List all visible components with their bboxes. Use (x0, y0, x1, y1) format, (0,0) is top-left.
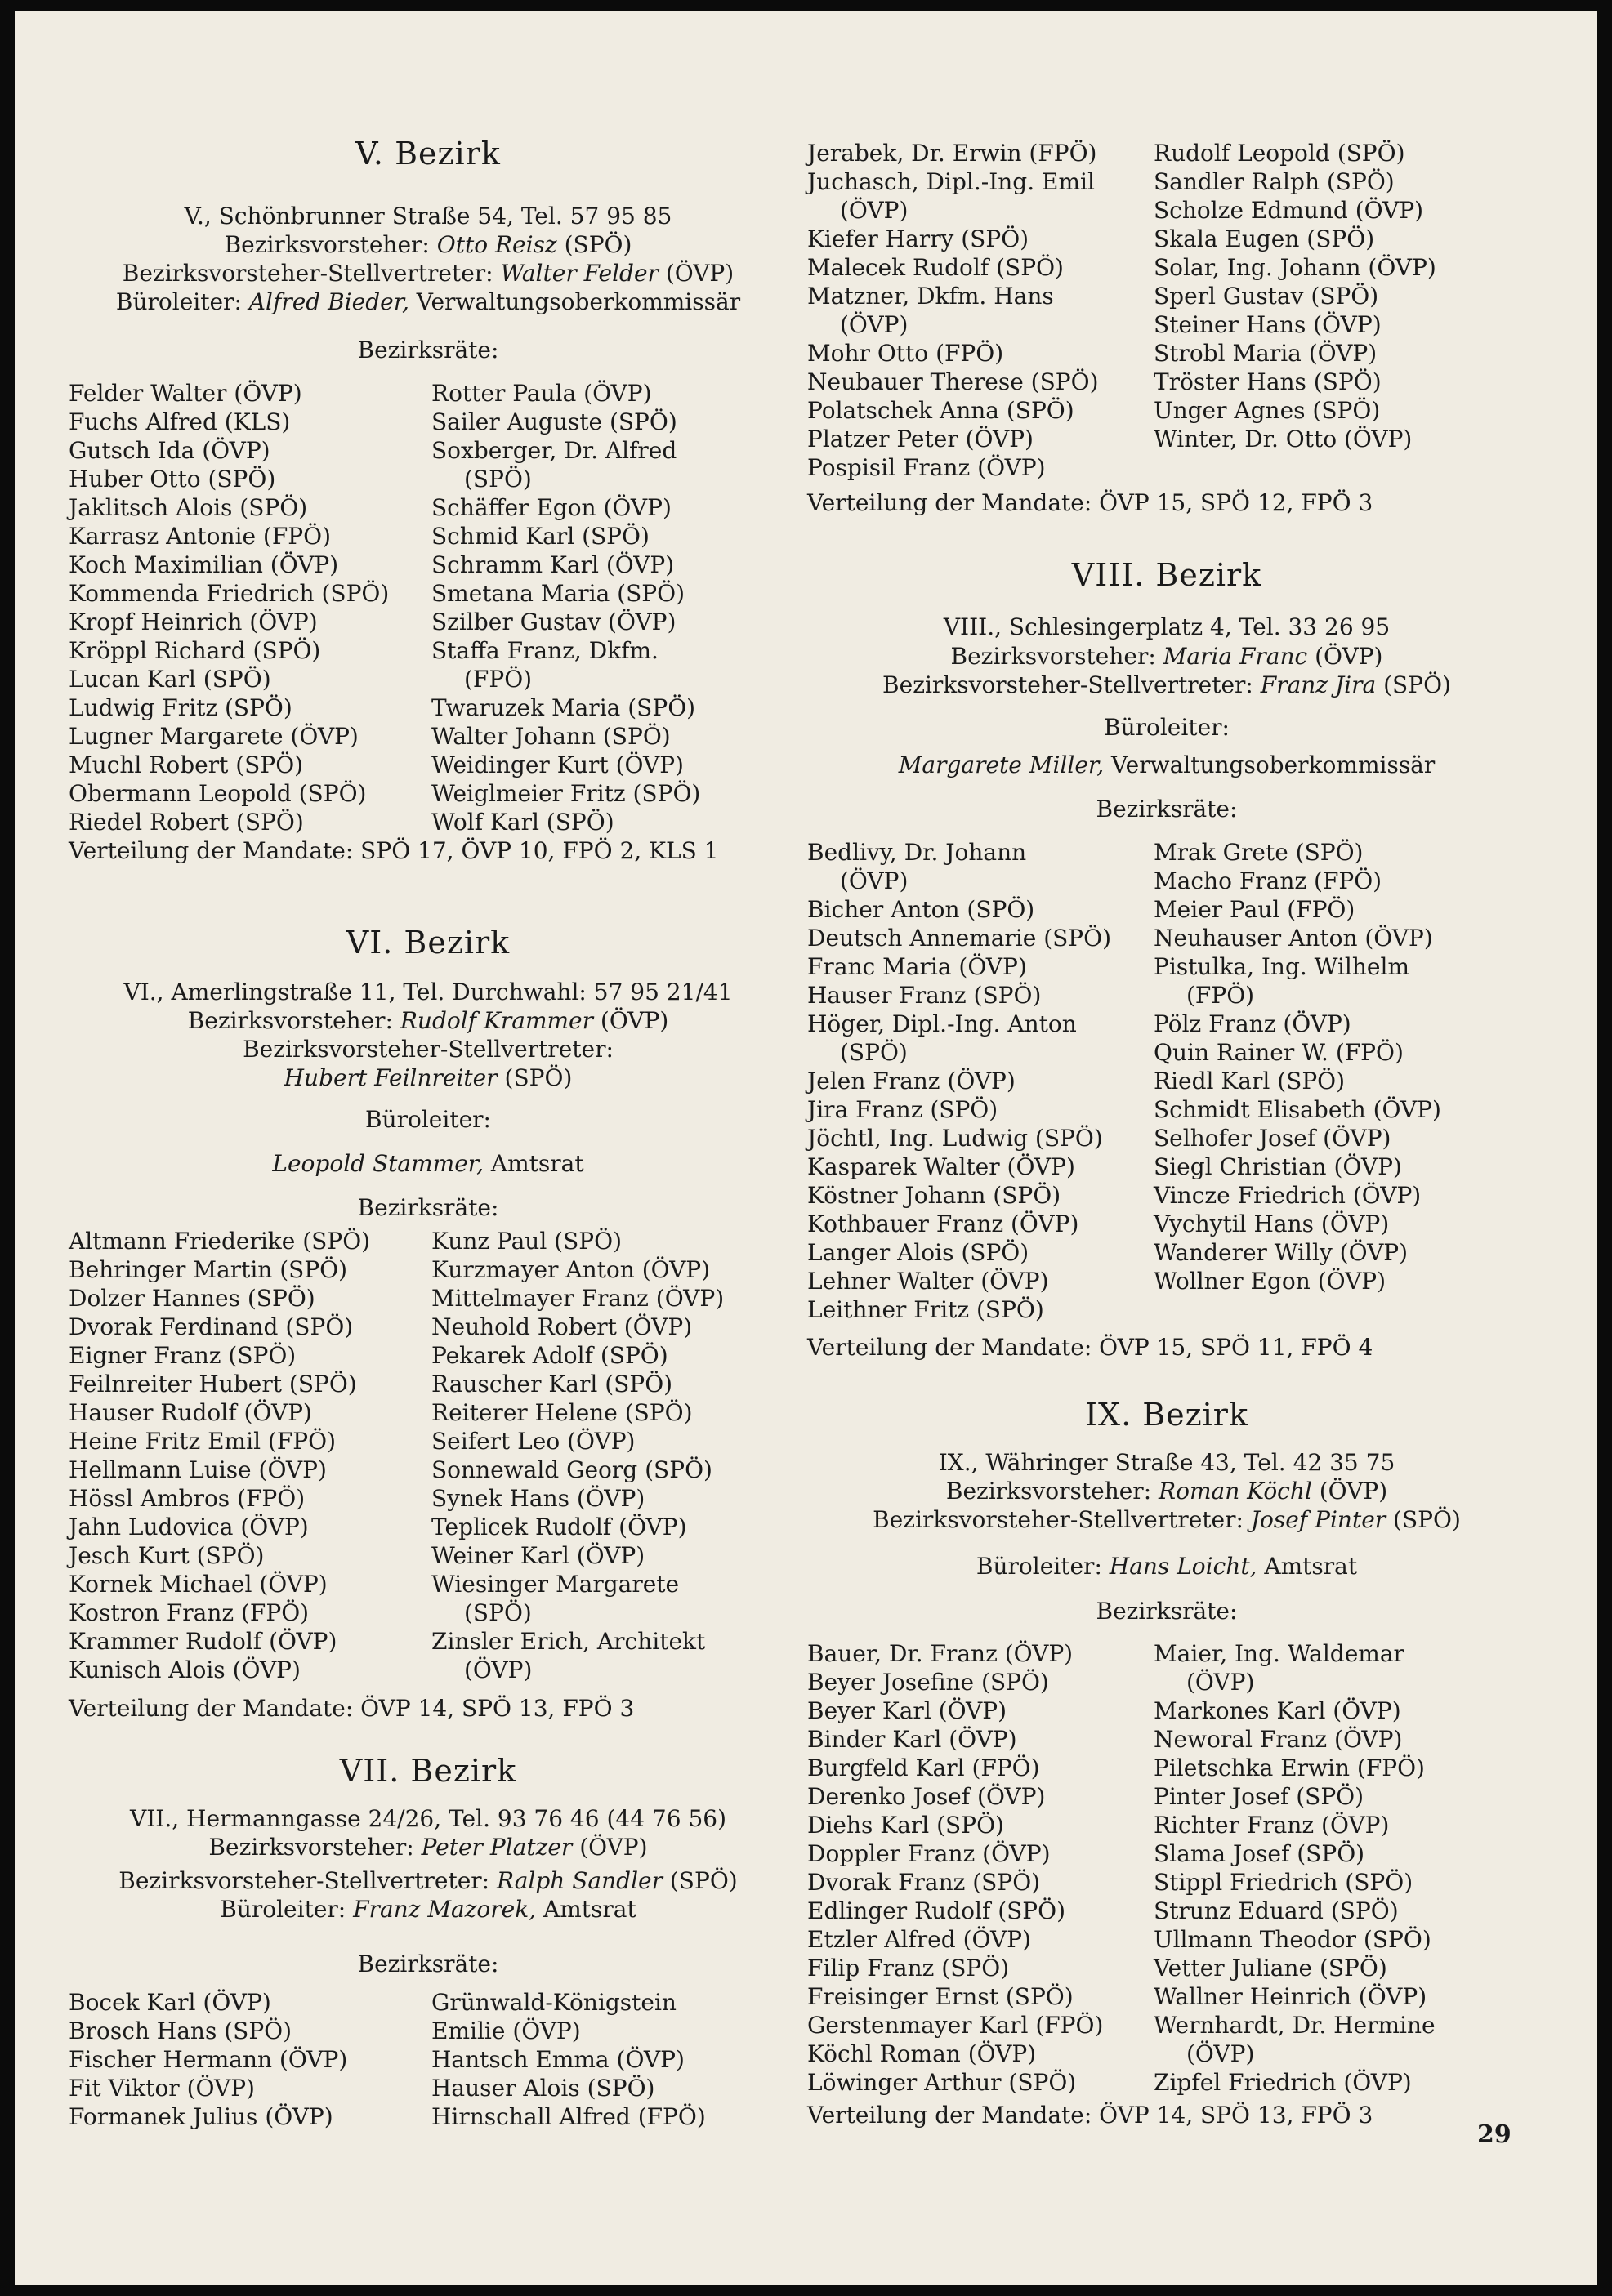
vorsteher-line: Bezirksvorsteher: Rudolf Krammer (ÖVP) (187, 1007, 669, 1034)
councillor-entry: Seifert Leo (ÖVP) (431, 1428, 636, 1455)
councillor-entry: Strunz Eduard (SPÖ) (1154, 1897, 1399, 1924)
councillor-entry: Neuhauser Anton (ÖVP) (1154, 925, 1433, 952)
councillor-entry: Vincze Friedrich (ÖVP) (1154, 1182, 1422, 1209)
address-line: IX., Währinger Straße 43, Tel. 42 35 75 (938, 1449, 1395, 1476)
councillor-entry: Rauscher Karl (SPÖ) (431, 1371, 673, 1398)
councillor-entry: Huber Otto (SPÖ) (69, 466, 276, 493)
bueroleiter-label: Büroleiter: (1104, 714, 1230, 741)
bueroleiter-line: Büroleiter: Franz Mazorek, Amtsrat (220, 1896, 636, 1923)
councillor-entry: Mohr Otto (FPÖ) (807, 340, 1004, 367)
bezirksraete-label: Bezirksräte: (1096, 1598, 1238, 1625)
councillor-entry: (SPÖ) (464, 1599, 532, 1626)
address-line: VIII., Schlesingerplatz 4, Tel. 33 26 95 (943, 613, 1391, 640)
section-heading: V. Bezirk (355, 136, 501, 172)
councillor-entry: Malecek Rudolf (SPÖ) (807, 254, 1064, 281)
councillor-list-left (807, 1639, 1159, 2097)
councillor-entry: Gerstenmayer Karl (FPÖ) (807, 2012, 1104, 2039)
councillor-entry: Weidinger Kurt (ÖVP) (431, 751, 684, 778)
councillor-entry: (FPÖ) (464, 666, 533, 693)
councillor-entry: Jahn Ludovica (ÖVP) (69, 1514, 309, 1540)
councillor-entry: Bocek Karl (ÖVP) (69, 1989, 271, 2016)
councillor-entry: Schmidt Elisabeth (ÖVP) (1154, 1096, 1441, 1123)
councillor-entry: Hellmann Luise (ÖVP) (69, 1456, 327, 1483)
councillor-list-right (431, 1227, 783, 1684)
councillor-entry: Markones Karl (ÖVP) (1154, 1697, 1401, 1724)
councillor-entry: Smetana Maria (SPÖ) (431, 580, 685, 607)
councillor-entry: (SPÖ) (840, 1039, 908, 1066)
councillor-entry: Hirnschall Alfred (FPÖ) (431, 2103, 706, 2130)
mandate-distribution: Verteilung der Mandate: ÖVP 15, SPÖ 12, FPÖ 3 (807, 489, 1373, 516)
councillor-entry: Weiglmeier Fritz (SPÖ) (431, 780, 701, 807)
councillor-entry: Unger Agnes (SPÖ) (1154, 397, 1381, 424)
bezirksraete-label: Bezirksräte: (357, 337, 499, 363)
councillor-entry: Wernhardt, Dr. Hermine (1154, 2012, 1436, 2039)
councillor-entry: Freisinger Ernst (SPÖ) (807, 1983, 1074, 2010)
councillor-entry: Zinsler Erich, Architekt (431, 1628, 706, 1655)
councillor-entry: Fit Viktor (ÖVP) (69, 2075, 255, 2102)
councillor-entry: Fischer Hermann (ÖVP) (69, 2046, 348, 2073)
councillor-entry: Filip Franz (SPÖ) (807, 1955, 1010, 1982)
vorsteher-line: Bezirksvorsteher: Peter Platzer (ÖVP) (208, 1834, 648, 1861)
vorsteher-line: Bezirksvorsteher: Maria Franc (ÖVP) (950, 643, 1383, 670)
councillor-entry: Wiesinger Margarete (431, 1571, 680, 1598)
councillor-list-left (807, 139, 1159, 482)
councillor-entry: Felder Walter (ÖVP) (69, 380, 302, 407)
councillor-entry: Quin Rainer W. (FPÖ) (1154, 1039, 1404, 1066)
councillor-entry: Köstner Johann (SPÖ) (807, 1182, 1061, 1209)
address-line: V., Schönbrunner Straße 54, Tel. 57 95 85 (184, 203, 672, 230)
councillor-entry: Pistulka, Ing. Wilhelm (1154, 953, 1409, 980)
section-heading: VI. Bezirk (346, 925, 511, 961)
councillor-entry: Schäffer Egon (ÖVP) (431, 494, 672, 521)
councillor-list-left (69, 1988, 420, 2131)
councillor-entry: Koch Maximilian (ÖVP) (69, 551, 339, 578)
councillor-entry: Platzer Peter (ÖVP) (807, 426, 1034, 453)
councillor-entry: Bauer, Dr. Franz (ÖVP) (807, 1640, 1074, 1667)
councillor-entry: Winter, Dr. Otto (ÖVP) (1154, 426, 1413, 453)
section-heading: IX. Bezirk (1085, 1397, 1248, 1433)
councillor-entry: Emilie (ÖVP) (431, 2017, 581, 2044)
councillor-entry: Köchl Roman (ÖVP) (807, 2040, 1037, 2067)
councillor-entry: Formanek Julius (ÖVP) (69, 2103, 333, 2130)
stellvertreter-line: Bezirksvorsteher-Stellvertreter: Ralph Sandler (SPÖ) (118, 1867, 738, 1894)
stellvertreter-line: Bezirksvorsteher-Stellvertreter: Josef Pinter (SPÖ) (873, 1506, 1461, 1533)
councillor-entry: Richter Franz (ÖVP) (1154, 1812, 1390, 1839)
councillor-entry: (ÖVP) (464, 1656, 533, 1683)
vorsteher-line: Bezirksvorsteher: Otto Reisz (SPÖ) (224, 231, 632, 258)
page (15, 11, 1597, 2285)
councillor-entry: (ÖVP) (840, 197, 909, 224)
bueroleiter-line: Büroleiter: Alfred Bieder, Verwaltungsoberkommissär (115, 288, 741, 315)
bueroleiter-name-line: Margarete Miller, Verwaltungsoberkommissär (898, 751, 1436, 778)
councillor-entry: Schmid Karl (SPÖ) (431, 523, 650, 550)
councillor-entry: Sperl Gustav (SPÖ) (1154, 283, 1379, 310)
councillor-entry: Sonnewald Georg (SPÖ) (431, 1456, 712, 1483)
councillor-entry: Höger, Dipl.-Ing. Anton (807, 1010, 1077, 1037)
councillor-entry: Juchasch, Dipl.-Ing. Emil (807, 168, 1095, 195)
councillor-entry: Feilnreiter Hubert (SPÖ) (69, 1371, 357, 1398)
councillor-entry: Behringer Martin (SPÖ) (69, 1256, 348, 1283)
councillor-entry: Krammer Rudolf (ÖVP) (69, 1628, 337, 1655)
councillor-entry: Staffa Franz, Dkfm. (431, 637, 659, 664)
councillor-entry: Löwinger Arthur (SPÖ) (807, 2069, 1077, 2096)
councillor-list-right (1154, 838, 1505, 1295)
councillor-entry: Beyer Karl (ÖVP) (807, 1697, 1007, 1724)
councillor-entry: (SPÖ) (464, 466, 532, 493)
councillor-entry: Obermann Leopold (SPÖ) (69, 780, 367, 807)
bezirksraete-label: Bezirksräte: (357, 1950, 499, 1977)
stellvertreter-line: Bezirksvorsteher-Stellvertreter: Walter Felder (ÖVP) (122, 260, 735, 287)
councillor-entry: Neubauer Therese (SPÖ) (807, 368, 1099, 395)
councillor-entry: Muchl Robert (SPÖ) (69, 751, 304, 778)
councillor-entry: Pinter Josef (SPÖ) (1154, 1783, 1364, 1810)
councillor-entry: Matzner, Dkfm. Hans (807, 283, 1054, 310)
stellvertreter-name-line: Hubert Feilnreiter (SPÖ) (284, 1064, 573, 1091)
councillor-entry: Kröppl Richard (SPÖ) (69, 637, 321, 664)
councillor-entry: Edlinger Rudolf (SPÖ) (807, 1897, 1066, 1924)
councillor-entry: Teplicek Rudolf (ÖVP) (431, 1514, 687, 1540)
councillor-entry: Soxberger, Dr. Alfred (431, 437, 677, 464)
councillor-entry: Strobl Maria (ÖVP) (1154, 340, 1378, 367)
councillor-entry: Polatschek Anna (SPÖ) (807, 397, 1074, 424)
councillor-entry: Bicher Anton (SPÖ) (807, 896, 1035, 923)
councillor-entry: Kasparek Walter (ÖVP) (807, 1153, 1075, 1180)
councillor-entry: Lucan Karl (SPÖ) (69, 666, 271, 693)
councillor-entry: Gutsch Ida (ÖVP) (69, 437, 270, 464)
councillor-entry: Solar, Ing. Johann (ÖVP) (1154, 254, 1436, 281)
mandate-distribution: Verteilung der Mandate: ÖVP 15, SPÖ 11, FPÖ 4 (807, 1334, 1373, 1361)
councillor-entry: Kothbauer Franz (ÖVP) (807, 1210, 1079, 1237)
councillor-entry: Maier, Ing. Waldemar (1154, 1640, 1404, 1667)
councillor-entry: Grünwald-Königstein (431, 1989, 677, 2016)
councillor-entry: Kropf Heinrich (ÖVP) (69, 609, 318, 635)
councillor-entry: Wolf Karl (SPÖ) (431, 809, 614, 836)
councillor-entry: Jerabek, Dr. Erwin (FPÖ) (807, 140, 1097, 167)
bueroleiter-line: Büroleiter: Hans Loicht, Amtsrat (976, 1553, 1358, 1580)
councillor-list-right (431, 379, 783, 836)
councillor-entry: Steiner Hans (ÖVP) (1154, 311, 1382, 338)
bueroleiter-name-line: Leopold Stammer, Amtsrat (272, 1150, 584, 1177)
councillor-entry: Jelen Franz (ÖVP) (807, 1068, 1016, 1095)
councillor-entry: Mittelmayer Franz (ÖVP) (431, 1285, 725, 1312)
page-number: 29 (1477, 2120, 1512, 2149)
councillor-entry: (ÖVP) (1186, 2040, 1255, 2067)
mandate-distribution: Verteilung der Mandate: ÖVP 14, SPÖ 13, FPÖ 3 (807, 2102, 1373, 2129)
councillor-list-left (69, 1227, 420, 1684)
councillor-entry: (ÖVP) (840, 311, 909, 338)
councillor-entry: Neuhold Robert (ÖVP) (431, 1313, 693, 1340)
councillor-entry: Burgfeld Karl (FPÖ) (807, 1754, 1040, 1781)
councillor-entry: Slama Josef (SPÖ) (1154, 1840, 1365, 1867)
councillor-entry: Dolzer Hannes (SPÖ) (69, 1285, 315, 1312)
councillor-entry: Lugner Margarete (ÖVP) (69, 723, 359, 750)
councillor-entry: Szilber Gustav (ÖVP) (431, 609, 677, 635)
councillor-entry: Schramm Karl (ÖVP) (431, 551, 675, 578)
councillor-entry: Kunisch Alois (ÖVP) (69, 1656, 301, 1683)
bezirksraete-label: Bezirksräte: (1096, 796, 1238, 823)
councillor-entry: Pekarek Adolf (SPÖ) (431, 1342, 668, 1369)
councillor-entry: Pospisil Franz (ÖVP) (807, 454, 1046, 481)
councillor-entry: Rudolf Leopold (SPÖ) (1154, 140, 1405, 167)
councillor-list-right (431, 1988, 783, 2131)
address-line: VII., Hermanngasse 24/26, Tel. 93 76 46 (44 76 56) (130, 1805, 726, 1832)
councillor-entry: Jöchtl, Ing. Ludwig (SPÖ) (807, 1125, 1103, 1152)
councillor-entry: Langer Alois (SPÖ) (807, 1239, 1029, 1266)
councillor-entry: Tröster Hans (SPÖ) (1154, 368, 1382, 395)
councillor-entry: Jira Franz (SPÖ) (807, 1096, 998, 1123)
councillor-list-right (1154, 1639, 1505, 2097)
councillor-entry: Meier Paul (FPÖ) (1154, 896, 1355, 923)
councillor-entry: Pölz Franz (ÖVP) (1154, 1010, 1351, 1037)
councillor-entry: Synek Hans (ÖVP) (431, 1485, 645, 1512)
section-heading: VIII. Bezirk (1071, 557, 1262, 593)
councillor-entry: Kunz Paul (SPÖ) (431, 1228, 623, 1255)
councillor-entry: Wanderer Willy (ÖVP) (1154, 1239, 1409, 1266)
councillor-entry: Riedl Karl (SPÖ) (1154, 1068, 1346, 1095)
bueroleiter-label: Büroleiter: (365, 1106, 491, 1133)
councillor-list-right (1154, 139, 1505, 453)
councillor-entry: Zipfel Friedrich (ÖVP) (1154, 2069, 1412, 2096)
councillor-entry: Siegl Christian (ÖVP) (1154, 1153, 1402, 1180)
councillor-entry: Vychytil Hans (ÖVP) (1154, 1210, 1390, 1237)
councillor-entry: Binder Karl (ÖVP) (807, 1726, 1017, 1753)
councillor-entry: Twaruzek Maria (SPÖ) (431, 694, 696, 721)
councillor-entry: Kommenda Friedrich (SPÖ) (69, 580, 390, 607)
councillor-entry: Hauser Rudolf (ÖVP) (69, 1399, 312, 1426)
councillor-list-left (69, 379, 420, 836)
councillor-entry: Jaklitsch Alois (SPÖ) (69, 494, 308, 521)
councillor-entry: (ÖVP) (1186, 1669, 1255, 1696)
address-line: VI., Amerlingstraße 11, Tel. Durchwahl: 57 95 21/41 (123, 979, 733, 1005)
councillor-entry: Dvorak Ferdinand (SPÖ) (69, 1313, 354, 1340)
councillor-entry: Jesch Kurt (SPÖ) (69, 1542, 265, 1569)
councillor-entry: Selhofer Josef (ÖVP) (1154, 1125, 1391, 1152)
councillor-entry: Kiefer Harry (SPÖ) (807, 225, 1029, 252)
councillor-entry: Kostron Franz (FPÖ) (69, 1599, 310, 1626)
mandate-distribution: Verteilung der Mandate: SPÖ 17, ÖVP 10, FPÖ 2, KLS 1 (69, 837, 719, 864)
councillor-entry: Riedel Robert (SPÖ) (69, 809, 304, 836)
bezirksraete-label: Bezirksräte: (357, 1194, 499, 1221)
councillor-entry: Diehs Karl (SPÖ) (807, 1812, 1004, 1839)
section-heading: VII. Bezirk (339, 1753, 517, 1789)
vorsteher-line: Bezirksvorsteher: Roman Köchl (ÖVP) (945, 1478, 1388, 1505)
councillor-entry: Hössl Ambros (FPÖ) (69, 1485, 306, 1512)
stellvertreter-label: Bezirksvorsteher-Stellvertreter: (243, 1036, 614, 1063)
councillor-entry: Eigner Franz (SPÖ) (69, 1342, 297, 1369)
councillor-entry: Skala Eugen (SPÖ) (1154, 225, 1375, 252)
councillor-entry: Neworal Franz (ÖVP) (1154, 1726, 1403, 1753)
councillor-entry: Ludwig Fritz (SPÖ) (69, 694, 292, 721)
councillor-entry: Wallner Heinrich (ÖVP) (1154, 1983, 1427, 2010)
councillor-entry: Scholze Edmund (ÖVP) (1154, 197, 1424, 224)
councillor-entry: Karrasz Antonie (FPÖ) (69, 523, 331, 550)
councillor-entry: Weiner Karl (ÖVP) (431, 1542, 645, 1569)
councillor-entry: Kornek Michael (ÖVP) (69, 1571, 328, 1598)
mandate-distribution: Verteilung der Mandate: ÖVP 14, SPÖ 13, FPÖ 3 (69, 1695, 635, 1722)
councillor-entry: Heine Fritz Emil (FPÖ) (69, 1428, 336, 1455)
councillor-entry: Leithner Fritz (SPÖ) (807, 1296, 1044, 1323)
councillor-entry: Deutsch Annemarie (SPÖ) (807, 925, 1112, 952)
councillor-entry: Altmann Friederike (SPÖ) (69, 1228, 371, 1255)
councillor-entry: Doppler Franz (ÖVP) (807, 1840, 1051, 1867)
councillor-entry: (FPÖ) (1186, 982, 1255, 1009)
councillor-entry: Reiterer Helene (SPÖ) (431, 1399, 693, 1426)
councillor-entry: Etzler Alfred (ÖVP) (807, 1926, 1031, 1953)
councillor-entry: Sailer Auguste (SPÖ) (431, 408, 677, 435)
councillor-entry: Mrak Grete (SPÖ) (1154, 839, 1364, 866)
stellvertreter-line: Bezirksvorsteher-Stellvertreter: Franz Jira (SPÖ) (882, 671, 1451, 698)
councillor-entry: Lehner Walter (ÖVP) (807, 1268, 1049, 1295)
councillor-entry: Hauser Alois (SPÖ) (431, 2075, 655, 2102)
councillor-entry: Stippl Friedrich (SPÖ) (1154, 1869, 1413, 1896)
councillor-entry: Ullmann Theodor (SPÖ) (1154, 1926, 1431, 1953)
councillor-entry: Fuchs Alfred (KLS) (69, 408, 291, 435)
councillor-entry: Franc Maria (ÖVP) (807, 953, 1027, 980)
councillor-entry: Walter Johann (SPÖ) (431, 723, 671, 750)
councillor-entry: Kurzmayer Anton (ÖVP) (431, 1256, 711, 1283)
councillor-entry: Macho Franz (FPÖ) (1154, 867, 1382, 894)
councillor-entry: Piletschka Erwin (FPÖ) (1154, 1754, 1425, 1781)
councillor-entry: Hauser Franz (SPÖ) (807, 982, 1042, 1009)
councillor-entry: Sandler Ralph (SPÖ) (1154, 168, 1395, 195)
councillor-entry: Brosch Hans (SPÖ) (69, 2017, 292, 2044)
councillor-entry: Rotter Paula (ÖVP) (431, 380, 652, 407)
councillor-entry: Dvorak Franz (SPÖ) (807, 1869, 1041, 1896)
councillor-entry: Vetter Juliane (SPÖ) (1154, 1955, 1387, 1982)
councillor-entry: Beyer Josefine (SPÖ) (807, 1669, 1049, 1696)
councillor-entry: Derenko Josef (ÖVP) (807, 1783, 1046, 1810)
councillor-entry: Wollner Egon (ÖVP) (1154, 1268, 1386, 1295)
councillor-entry: Bedlivy, Dr. Johann (807, 839, 1027, 866)
councillor-list-left (807, 838, 1159, 1324)
councillor-entry: Hantsch Emma (ÖVP) (431, 2046, 685, 2073)
councillor-entry: (ÖVP) (840, 867, 909, 894)
